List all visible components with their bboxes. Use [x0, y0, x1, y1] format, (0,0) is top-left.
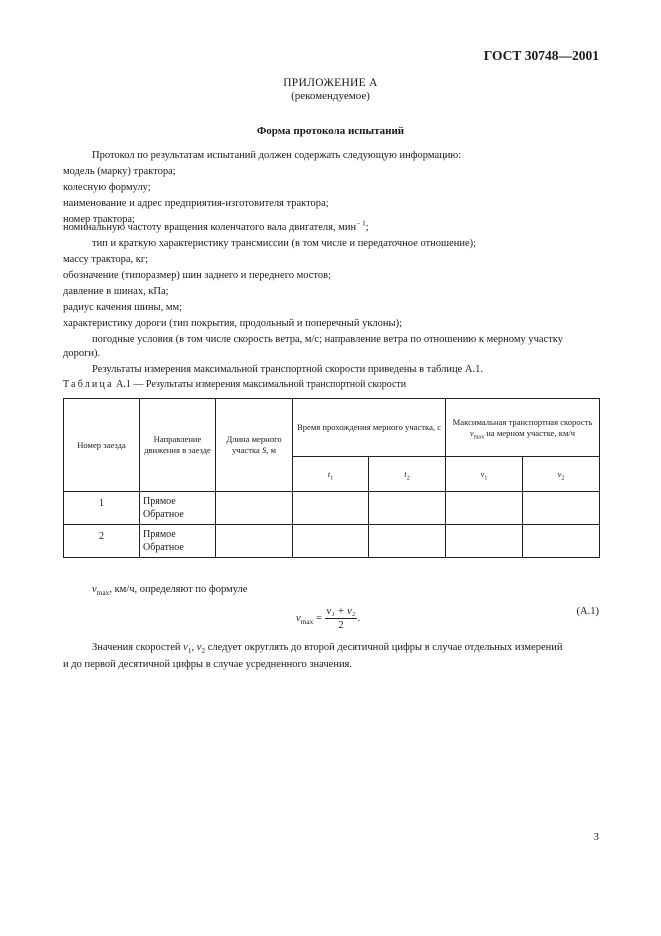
empty-cell [523, 492, 600, 525]
t2-symbol: t [404, 468, 407, 479]
formula-fraction [325, 606, 361, 631]
rounding-v2: v [196, 642, 202, 653]
rpm-text: номинальную частоту вращения коленчатого вала двигателя, мин [63, 222, 357, 233]
header-direction: Направление движения в заезде [140, 399, 216, 492]
formula-denominator: 2 [338, 620, 344, 631]
t1-symbol: t [327, 468, 331, 479]
v1-sub: 1 [484, 475, 488, 482]
header-speed-symbol: v [469, 427, 474, 438]
formula-numerator: v₁ + v₂ [326, 606, 356, 617]
empty-cell [369, 525, 446, 558]
header-t1 [293, 457, 369, 492]
formula-intro [92, 584, 248, 598]
list-item: радиус качения шины, мм; [63, 302, 183, 313]
run-number: 1 [64, 492, 140, 525]
direction-reverse: Обратное [143, 542, 184, 553]
list-item: наименование и адрес предприятия-изготовителя трактора; [63, 198, 329, 209]
empty-cell [446, 492, 523, 525]
list-item: модель (марку) трактора; [63, 166, 176, 177]
intro-paragraph: Протокол по результатам испытаний должен содержать следующую информацию: [92, 150, 462, 161]
header-speed-text: Максимальная транспортная скорость [452, 416, 593, 427]
header-length-symbol: S [261, 445, 267, 455]
list-item: номер трактора; [63, 214, 135, 225]
header-length-text: Длина мерного участка [226, 434, 282, 455]
header-v2 [523, 457, 600, 492]
list-item: колесную формулу; [63, 182, 151, 193]
header-v1 [446, 457, 523, 492]
rpm-end: ; [365, 222, 369, 233]
empty-cell [523, 525, 600, 558]
list-item: массу трактора, кг; [63, 254, 149, 265]
formula-intro-text: , км/ч, определяют по формуле [109, 584, 248, 595]
t1-sub: 1 [330, 475, 334, 482]
direction-cell [140, 492, 216, 525]
header-speed-sub: max [473, 434, 485, 441]
header-length [216, 399, 293, 492]
run-number: 2 [64, 525, 140, 558]
header-speed-unit: на мерном участке, км/ч [484, 427, 576, 438]
formula-lhs: v [296, 613, 301, 624]
rounding-comma: , [191, 642, 197, 653]
direction-reverse: Обратное [143, 509, 184, 520]
header-length-unit: , м [266, 445, 277, 455]
rpm-exponent: − 1 [356, 218, 366, 228]
direction-cell [140, 525, 216, 558]
vmax-symbol: v [92, 584, 97, 595]
empty-cell [293, 525, 369, 558]
page-number: 3 [593, 831, 599, 843]
empty-cell [216, 525, 293, 558]
results-table [63, 398, 600, 558]
rounding-text-a: Значения скоростей [92, 642, 184, 653]
standard-header: ГОСТ 30748—2001 [483, 48, 599, 63]
v2-sub: 2 [561, 475, 565, 482]
table-caption [63, 379, 406, 390]
formula-label: (А.1) [576, 606, 599, 617]
empty-cell [446, 525, 523, 558]
list-item: обозначение (типоразмер) шин заднего и переднего мостов; [63, 270, 332, 281]
header-t2 [369, 457, 446, 492]
table-row [64, 525, 600, 558]
rounding-line2: и до первой десятичной цифры в случае усредненного значения. [63, 659, 353, 670]
results-sentence: Результаты измерения максимальной транспортной скорости приведены в таблице А.1. [92, 364, 483, 375]
header-speed [446, 399, 600, 457]
formula-equals: = [313, 613, 325, 624]
table-caption-text: А.1 — Результаты измерения максимальной транспортной скорости [113, 379, 407, 390]
v2-symbol: v [557, 468, 562, 479]
list-item: характеристику дороги (тип покрытия, продольный и поперечный уклоны); [63, 318, 402, 329]
rounding-v1-sub: 1 [187, 646, 192, 656]
table-caption-label: Таблица [63, 379, 114, 390]
rounding-paragraph [92, 642, 563, 656]
list-item: погодные условия (в том числе скорость ветра, м/с; направление ветра по отношению к мерному участку [92, 334, 563, 345]
rounding-text-b: следует округлять до второй десятичной цифры в случае отдельных измерений [205, 642, 563, 653]
vmax-sub: max [96, 588, 110, 598]
rounding-v1: v [183, 642, 188, 653]
t2-sub: 2 [406, 475, 410, 482]
header-run-number: Номер заезда [64, 399, 140, 492]
list-item: дороги). [63, 348, 101, 359]
direction-forward: Прямое [143, 496, 176, 507]
empty-cell [369, 492, 446, 525]
formula [296, 606, 360, 631]
list-item: тип и краткую характеристику трансмиссии (в том числе и передаточное отношение); [92, 238, 477, 249]
empty-cell [293, 492, 369, 525]
header-time: Время прохождения мерного участка, с [293, 399, 446, 457]
formula-dot: . [357, 613, 361, 624]
table-row [64, 492, 600, 525]
formula-lhs-sub: max [300, 617, 314, 626]
appendix-subtitle: (рекомендуемое) [291, 90, 370, 102]
empty-cell [216, 492, 293, 525]
appendix-title: ПРИЛОЖЕНИЕ А [283, 77, 378, 89]
v1-symbol: v [480, 468, 485, 479]
list-item: давление в шинах, кПа; [63, 286, 169, 297]
form-title: Форма протокола испытаний [256, 125, 405, 137]
rounding-v2-sub: 2 [201, 646, 206, 656]
direction-forward: Прямое [143, 529, 176, 540]
